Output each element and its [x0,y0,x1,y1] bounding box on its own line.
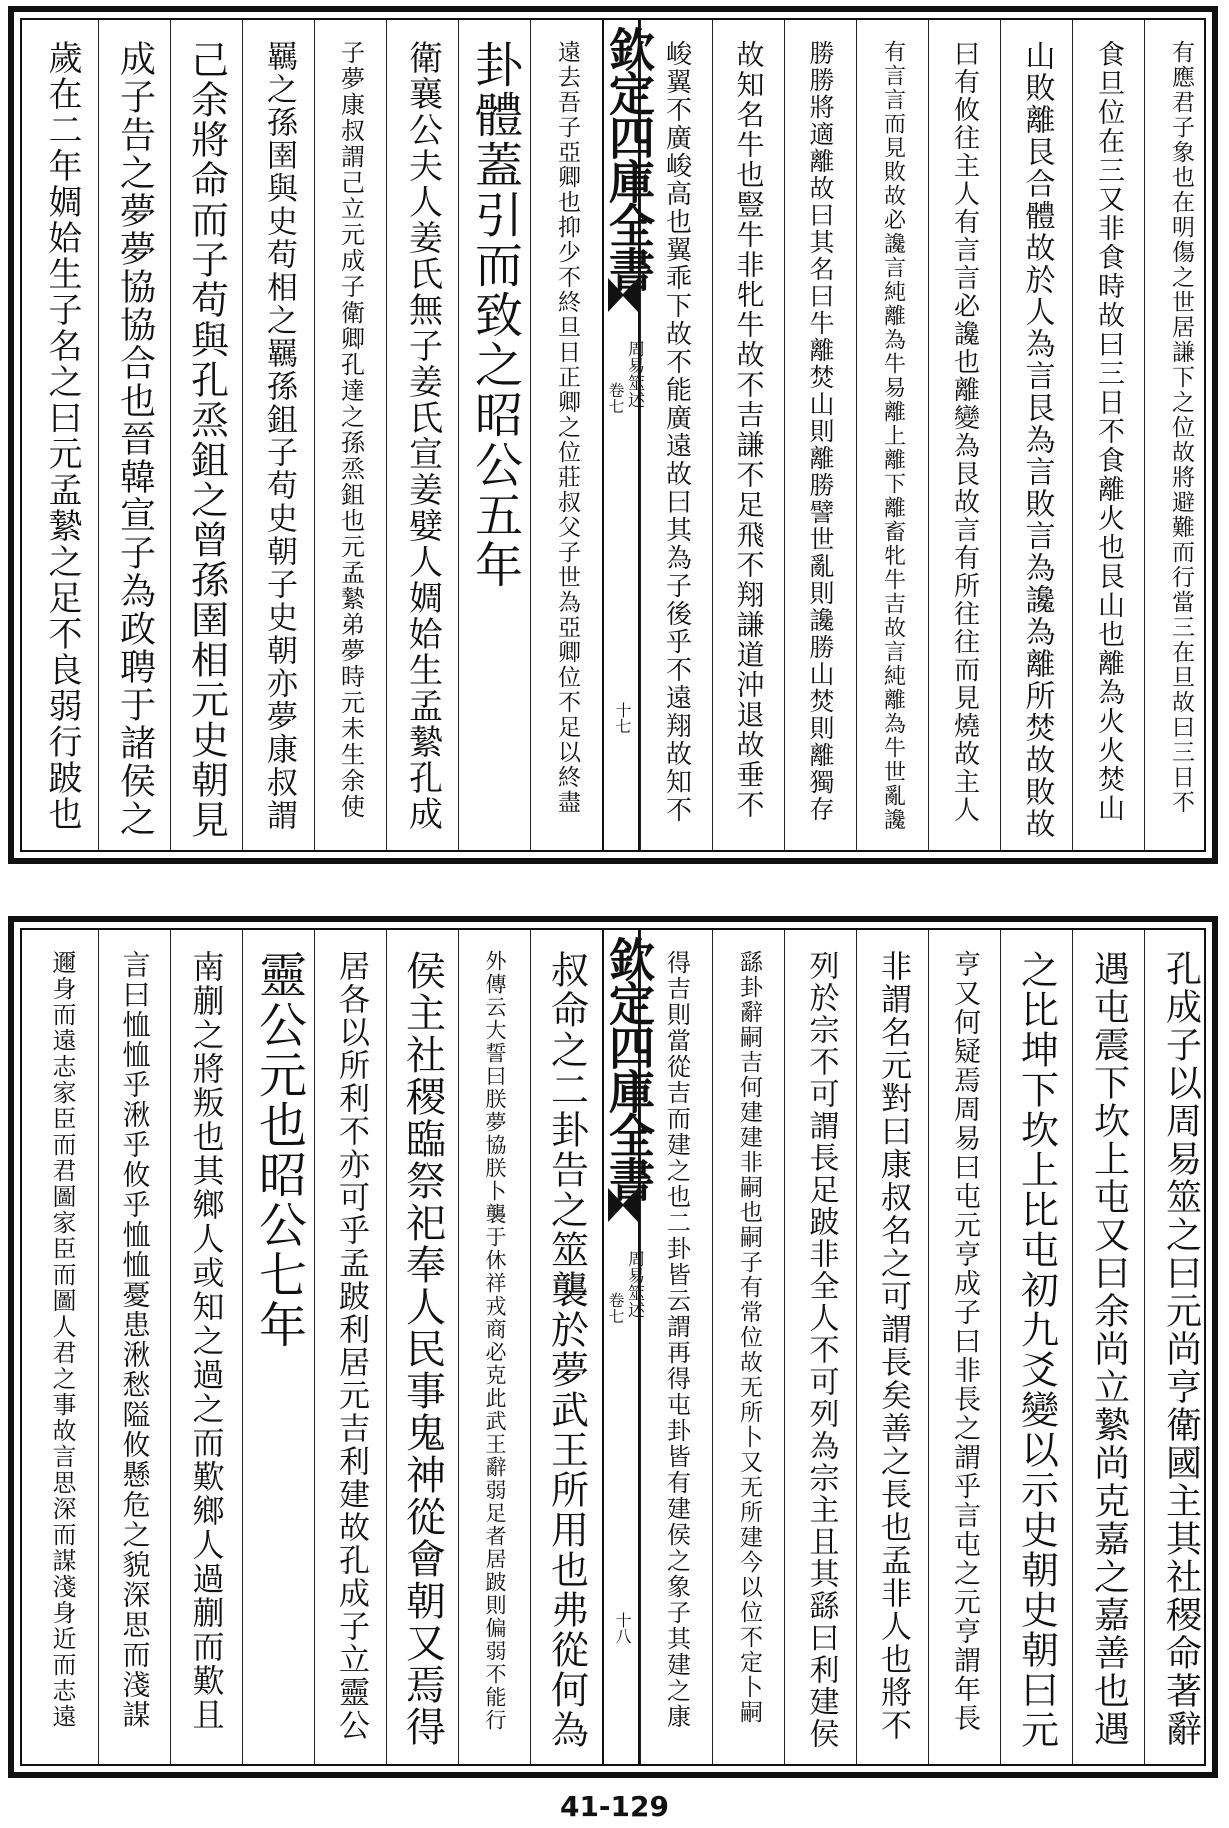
text-column [530,930,602,1764]
text-column [784,20,856,850]
text-column [386,20,458,850]
text-column [928,20,1000,850]
text-column [712,20,784,850]
column-text: 羈之孫圉與史苟相之羈孫鉏子苟史朝子史朝亦夢康叔謂 [261,40,297,832]
text-column [26,20,98,850]
text-column [314,20,386,850]
column-text: 言曰恤恤乎湫乎攸乎恤恤憂患湫愁隘攸懸危之貌深思而淺謀 [118,950,152,1730]
column-text: 成子告之夢夢協協合也晉韓宣子為政聘于諸侯之 [114,40,156,838]
fishtail-mark-icon [608,1188,638,1222]
text-column [712,930,784,1764]
column-text: 食旦位在三又非食時故曰三日不食離火也艮山也離為火火焚山 [1093,40,1124,823]
text-column [242,20,314,850]
text-column [458,930,530,1764]
text-column [26,930,98,1764]
column-text: 之比坤下坎上比屯初九爻變以示史朝史朝曰元 [1014,950,1059,1750]
text-column [856,930,928,1764]
column-text: 靈公元也昭公七年 [250,950,307,1350]
column-text: 曰有攸往主人有言言必讒也離變為艮故言有所往往而見燒故主人 [949,40,980,824]
column-text: 山敗離艮合體故於人為言艮為言敗言為讒為離所焚故敗故 [1019,40,1055,840]
text-column [1144,930,1216,1764]
gutter-title: 欽定四庫全書 [602,26,656,290]
bottom-page [8,916,1218,1778]
text-column [1000,20,1072,850]
page-gutter [602,20,656,850]
text-column [98,930,170,1764]
column-text: 勝勝將適離故曰其名曰牛離焚山則離勝譬世亂則讒勝山焚則離獨存 [806,40,835,823]
text-column [1000,930,1072,1764]
column-text: 非謂名元對曰康叔名之可謂長矣善之長也孟非人也將不 [875,950,911,1742]
column-text: 有言言而見敗故必讒言純離為牛易離上離下離畜牝牛吉故言純離為牛世亂讒 [880,40,906,832]
column-text: 衛襄公夫人姜氏無子姜氏宣姜嬖人婤姶生孟縶孔成 [402,40,443,832]
text-column [1072,930,1144,1764]
column-text: 外傳云大誓曰朕夢協朕卜襲于休祥戎商必克此武王辭弱足者居跛則偏弱不能行 [483,950,507,1732]
column-text: 己余將命而子苟與孔烝鉏之曾孫圉相元史朝見 [184,40,229,840]
column-text: 邇身而遠志家臣而君圖家臣而圖人君之事故言思深而謀淺身近而志遠 [48,950,76,1730]
column-text: 有應君子象也在明傷之世居謙下之位故將避難而行當三在旦故曰三日不 [1168,40,1194,815]
gutter-book-title: 周易筮述 [624,1250,644,1318]
column-text: 故知名牛也豎牛非牝牛故不吉謙不足飛不翔謙道沖退故垂不 [732,40,766,820]
text-column [98,20,170,850]
gutter-folio: 十七 [613,702,632,734]
top-page [8,6,1218,864]
column-text: 亨又何疑焉周易曰屯元亨成子曰非長之謂乎言屯之元亨謂年長 [949,950,980,1733]
top-page-frame [20,18,1206,852]
column-text: 得吉則當從吉而建之也二卦皆云謂再得屯卦皆有建侯之象子其建之康 [662,950,691,1730]
column-text: 遠去吾子亞卿也抑少不終旦日正卿之位莊叔父子世為亞卿位不足以終盡 [554,40,580,815]
text-column [242,930,314,1764]
page-gutter [602,930,656,1764]
text-column [928,930,1000,1764]
column-text: 居各以所利不亦可乎孟跛利居元吉利建故孔成子立靈公 [333,950,369,1742]
page-number: 41-129 [559,1790,670,1823]
bottom-page-frame [20,928,1206,1766]
text-column [856,20,928,850]
text-column [1144,20,1216,850]
column-text: 繇卦辭嗣吉何建建非嗣也嗣子有常位故无所卜又无所建今以位不定卜嗣 [736,950,762,1725]
gutter-title: 欽定四庫全書 [602,936,656,1200]
gutter-book-title: 周易筮述 [624,340,644,408]
gutter-volume: 卷七 [606,1292,625,1324]
gutter-volume: 卷七 [606,382,625,414]
gutter-folio: 十八 [613,1612,632,1644]
column-text: 卦體蓋引而致之昭公五年 [466,40,523,590]
text-column [170,930,242,1764]
text-column [1072,20,1144,850]
text-column [784,930,856,1764]
column-text: 歲在二年婤姶生子名之曰元孟縶之足不良弱行跛也 [42,40,82,832]
column-text: 遇屯震下坎上屯又曰余尚立縶尚克嘉之嘉善也遇 [1088,950,1130,1748]
column-text: 侯主社稷臨祭祀奉人民事鬼神從會朝又焉得 [399,950,446,1748]
text-column [458,20,530,850]
column-text: 子夢康叔謂己立元成子衛卿孔達之孫烝鉏也元孟縶弟夢時元未生余使 [336,40,365,820]
column-text: 叔命之二卦告之筮襲於夢武王所用也弗從何為 [544,950,589,1750]
text-column [386,930,458,1764]
fishtail-mark-icon [608,278,638,312]
column-text: 峻翼不廣峻高也翼乖下故不能廣遠故曰其為子後乎不遠翔故知不 [661,40,692,824]
column-text: 列於宗不可謂長足跛非全人不可列為宗主且其繇曰利建侯 [803,950,839,1750]
column-text: 孔成子以周易筮之曰元尚亨衛國主其社稷命著辭 [1160,950,1202,1748]
text-column [170,20,242,850]
column-text: 南蒯之將叛也其鄉人或知之過之而歎鄉人過蒯而歎且 [187,950,226,1732]
text-column [530,20,602,850]
text-column [314,930,386,1764]
